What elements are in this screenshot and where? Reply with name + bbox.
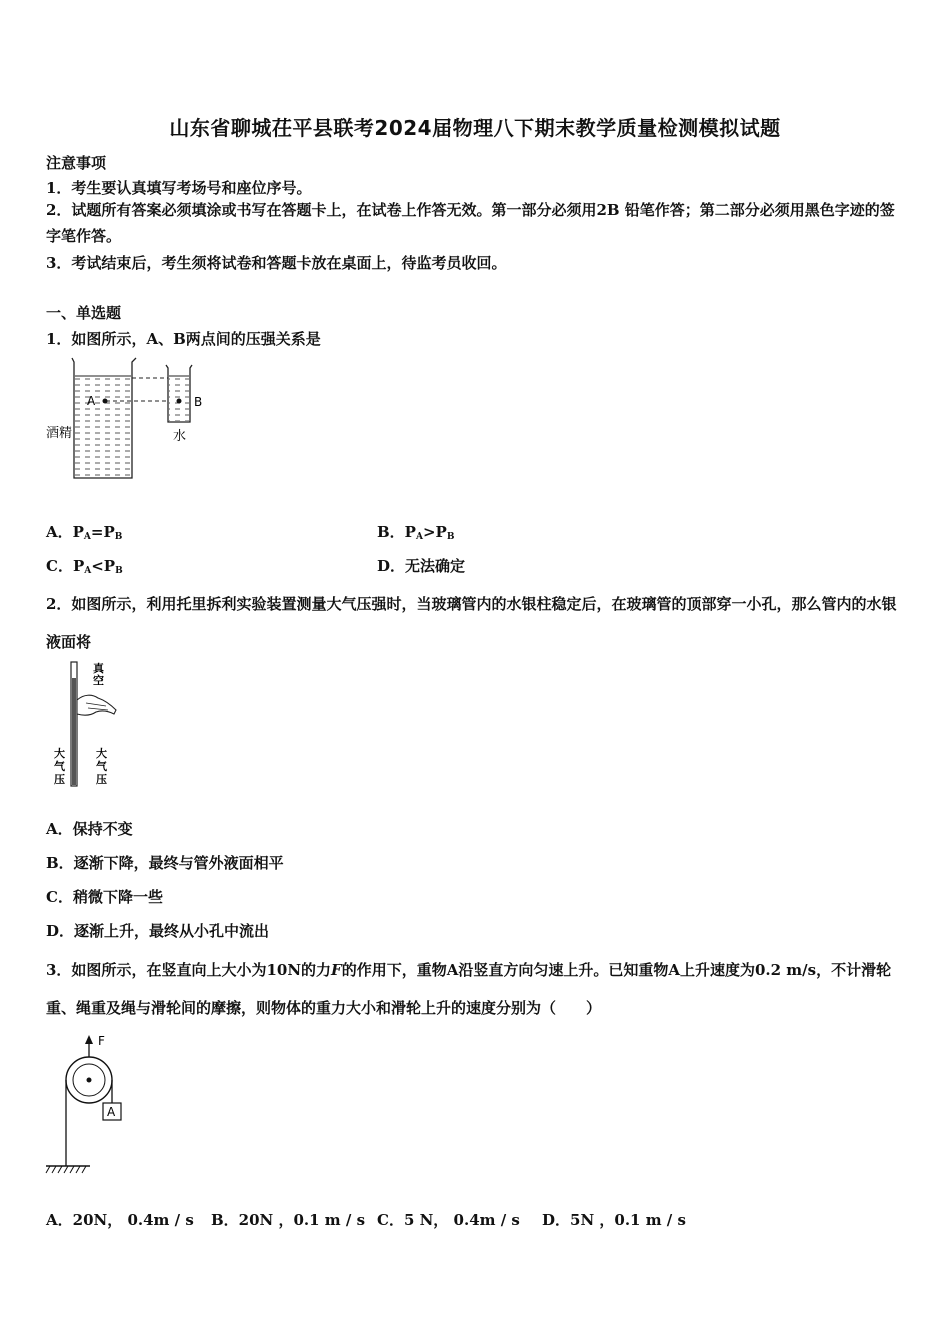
q2-option-a[interactable]: A．保持不变 [46, 820, 133, 838]
q3-force-symbol: F [331, 961, 342, 979]
q1-stem: 1．如图所示，A、B两点间的压强关系是 [46, 330, 321, 348]
label-f: F [98, 1034, 105, 1048]
q2-figure [50, 656, 130, 788]
q1-figure [44, 352, 208, 484]
notice-item-2: 2．试题所有答案必须填涂或书写在答题卡上，在试卷上作答无效。第一部分必须用2B 铅笔作答；第二部分必须用黑色字迹的签字笔作答。 [46, 201, 895, 245]
label-vacuum-1: 真 [93, 662, 104, 675]
q2-option-b[interactable]: B．逐渐下降，最终与管外液面相平 [46, 854, 284, 872]
label-water: 水 [173, 429, 187, 444]
hand-icon [77, 695, 116, 715]
page-title: 山东省聊城茌平县联考2024届物理八下期末教学质量检测模拟试题 [169, 116, 781, 140]
label-b: B [194, 395, 203, 409]
q3-figure [44, 1030, 134, 1180]
pulley-axle [87, 1078, 92, 1083]
q3-option-b[interactable]: B．20N ，0.1 m / s [211, 1211, 366, 1229]
label-atm-right-1: 大 [96, 747, 107, 760]
q2-stem: 2．如图所示，利用托里拆利实验装置测量大气压强时，当玻璃管内的水银柱稳定后，在玻璃管的顶部穿一小孔，那么管内的水银液面将 [46, 595, 897, 651]
label-atm-left-3: 压 [54, 773, 65, 786]
q2-option-d[interactable]: D．逐渐上升，最终从小孔中流出 [46, 922, 270, 940]
label-atm-right-2: 气 [96, 760, 107, 773]
q3-stem: 3．如图所示，在竖直向上大小为10N的力F的作用下，重物A沿竖直方向匀速上升。已知重物A上升速度为0.2 m/s，不计滑轮重、绳重及绳与滑轮间的摩擦，则物体的重力大小和滑轮上升的速度分别为（ ） [46, 961, 892, 1017]
mercury-column [72, 678, 76, 785]
notice-heading: 注意事项 [46, 154, 107, 172]
q1-option-a[interactable]: A．$P_A=P_B$ [46, 523, 123, 542]
q3-option-a[interactable]: A．20N， 0.4m / s [46, 1211, 194, 1229]
q1-option-c[interactable]: C．$P_A<P_B$ [46, 557, 123, 576]
q3-figure-svg [44, 1030, 134, 1180]
notice-item-1: 1．考生要认真填写考场号和座位序号。 [46, 179, 312, 197]
label-atm-right-3: 压 [96, 773, 107, 786]
label-weight-a: A [107, 1105, 116, 1119]
q2-option-c[interactable]: C．稍微下降一些 [46, 888, 163, 906]
notice-item-3: 3．考试结束后，考生须将试卷和答题卡放在桌面上，待监考员收回。 [46, 254, 507, 272]
force-arrow-head [85, 1035, 93, 1044]
ground-hatch [46, 1166, 86, 1173]
q1-figure-svg [44, 352, 208, 484]
section-heading: 一、单选题 [46, 304, 122, 322]
label-atm-left-1: 大 [54, 747, 65, 760]
label-a: A [87, 394, 96, 408]
label-alcohol: 酒精 [46, 426, 73, 441]
q1-option-d[interactable]: D．无法确定 [377, 557, 466, 575]
q2-figure-svg [50, 656, 130, 788]
point-a [103, 399, 108, 404]
q3-option-d[interactable]: D．5N ，0.1 m / s [542, 1211, 686, 1229]
label-atm-left-2: 气 [54, 760, 65, 773]
label-vacuum-2: 空 [93, 674, 104, 687]
q1-option-b[interactable]: B．$P_A>P_B$ [377, 523, 455, 542]
alcohol-liquid [75, 376, 131, 477]
point-b [177, 399, 182, 404]
q3-option-c[interactable]: C．5 N， 0.4m / s [377, 1211, 520, 1229]
